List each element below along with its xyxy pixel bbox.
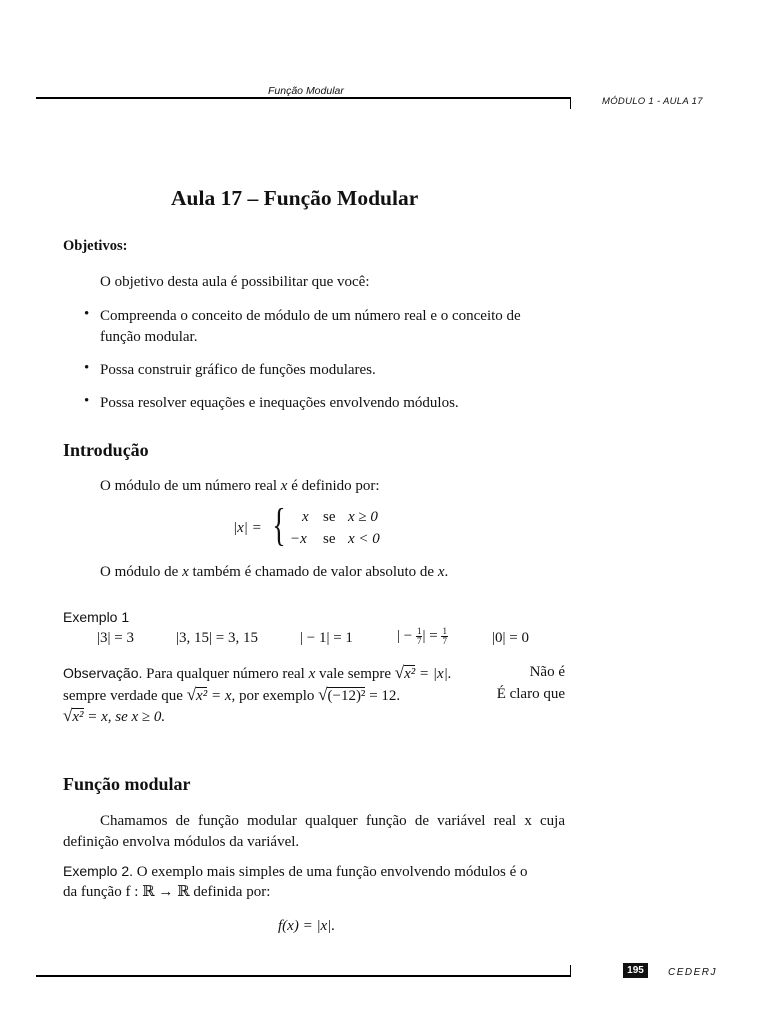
case1-se: se	[323, 509, 336, 525]
header-rule-tick	[570, 97, 571, 109]
objetivo-item-2: Possa construir gráfico de funções modulares.	[100, 362, 376, 378]
exemplo1-item: | − 1| = 1	[300, 630, 353, 646]
running-title: Função Modular	[268, 85, 344, 97]
exemplo1-item: |3| = 3	[97, 630, 134, 646]
exemplo1-label: Exemplo 1	[63, 609, 130, 625]
bullet-icon: •	[84, 360, 90, 376]
objetivos-heading: Objetivos:	[63, 238, 128, 254]
case1-value: x	[302, 509, 309, 525]
exemplo2-line1: Exemplo 2. O exemplo mais simples de uma função envolvendo módulos é o	[63, 863, 528, 880]
exemplo1-item: |3, 15| = 3, 15	[176, 630, 258, 646]
exemplo1-item-fraction: | − $\frac{1}{7}$ | = $\frac{1}{7}$	[397, 626, 447, 647]
case2-se: se	[323, 531, 336, 547]
case2-cond: x < 0	[348, 531, 380, 547]
objetivo-item-1-cont: função modular.	[100, 329, 198, 345]
observacao-line-1: Observação. Para qualquer número real x vale sempre √x² = |x|. Não é	[63, 663, 565, 682]
page-title: Aula 17 – Função Modular	[171, 186, 419, 210]
funcao-modular-p1-line2: definição envolva módulos da variável.	[63, 834, 300, 850]
bullet-icon: •	[84, 306, 90, 322]
header-rule	[36, 97, 571, 99]
module-label: MÓDULO 1 - AULA 17	[602, 96, 703, 107]
brace-icon: {	[272, 499, 286, 550]
observacao-line-2: sempre verdade que √x² = x, por exemplo √(−12)² = 12. É claro que	[63, 685, 565, 704]
case2-value: −x	[290, 531, 307, 547]
exemplo1-item: |0| = 0	[492, 630, 529, 646]
footer-rule	[36, 975, 571, 977]
observacao-line-3: √x² = x, se x ≥ 0.	[63, 706, 166, 725]
exemplo2-line2: da função f : ℝ → ℝ definida por:	[63, 884, 271, 900]
case1-cond: x ≥ 0	[348, 509, 378, 525]
objetivo-item-1: Compreenda o conceito de módulo de um número real e o conceito de	[100, 308, 521, 324]
footer-rule-tick	[570, 965, 571, 977]
objetivos-intro: O objetivo desta aula é possibilitar que você:	[100, 274, 370, 290]
funcao-modular-p1-line1: Chamamos de função modular qualquer função de variável real x cuja	[100, 813, 565, 829]
brand-label: CEDERJ	[668, 967, 718, 978]
intro-paragraph-1: O módulo de um número real x é definido por:	[100, 478, 380, 494]
introducao-heading: Introdução	[63, 440, 149, 460]
intro-paragraph-2: O módulo de x também é chamado de valor absoluto de x.	[100, 564, 449, 580]
page-number: 195	[623, 963, 648, 978]
formula: f(x) = |x|.	[278, 918, 336, 934]
bullet-icon: •	[84, 393, 90, 409]
objetivo-item-3: Possa resolver equações e inequações envolvendo módulos.	[100, 395, 459, 411]
def-lhs: |x| =	[233, 520, 262, 536]
funcao-modular-heading: Função modular	[63, 774, 191, 794]
